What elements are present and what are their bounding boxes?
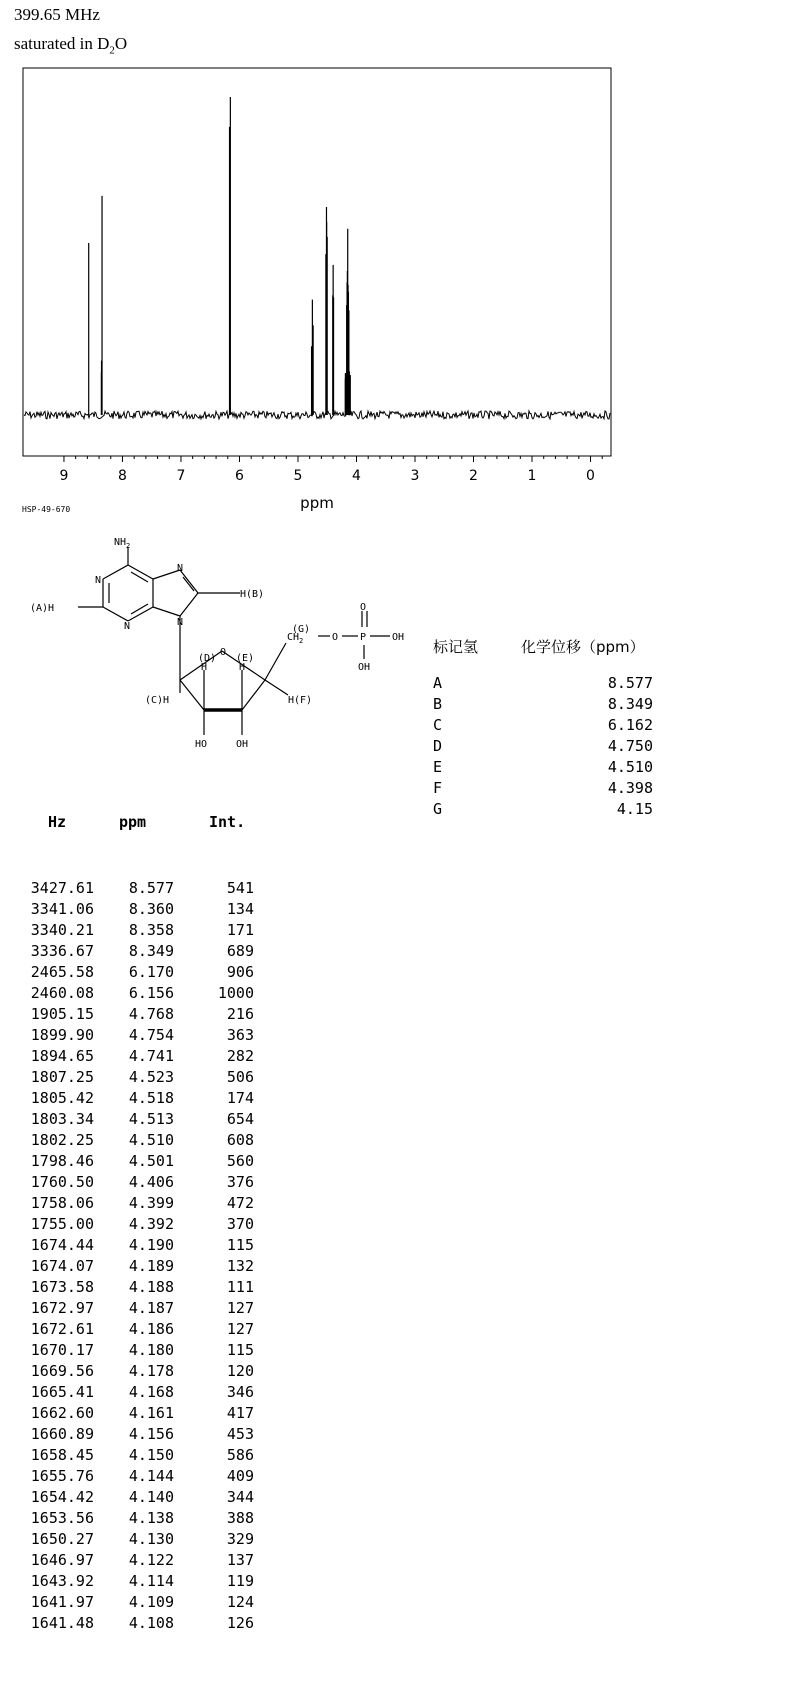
solvent-subscript: 2 — [109, 44, 115, 57]
x-tick-label: 7 — [176, 468, 186, 484]
assignment-ppm: 4.750 — [607, 737, 653, 755]
int-cell: 388 — [226, 1509, 254, 1527]
ppm-cell: 4.138 — [128, 1509, 174, 1527]
hz-cell: 1650.27 — [30, 1530, 94, 1548]
int-cell: 134 — [226, 900, 254, 918]
hz-cell: 1798.46 — [30, 1152, 94, 1170]
assignment-ppm: 6.162 — [607, 716, 653, 734]
phosphoryl-oxygen-label: O — [360, 602, 367, 613]
d-h-label: H — [201, 662, 208, 673]
int-cell: 346 — [226, 1383, 254, 1401]
ppm-cell: 4.161 — [128, 1404, 174, 1422]
nmr-spectrum-chart — [0, 0, 794, 520]
hz-cell: 1662.60 — [30, 1404, 94, 1422]
hz-cell: 1655.76 — [30, 1467, 94, 1485]
int-cell: 119 — [226, 1572, 254, 1590]
int-cell: 608 — [226, 1131, 254, 1149]
int-cell: 363 — [226, 1026, 254, 1044]
plot-frame — [23, 68, 611, 456]
ppm-cell: 4.518 — [128, 1089, 174, 1107]
ho1-label: HO — [195, 739, 208, 750]
hz-cell: 1807.25 — [30, 1068, 94, 1086]
ch2-label: $CH_2$ — [287, 632, 304, 645]
hz-cell: 1802.25 — [30, 1131, 94, 1149]
assignment-ppm: 8.577 — [607, 674, 653, 692]
int-cell: 560 — [226, 1152, 254, 1170]
assignment-label: G — [433, 800, 443, 818]
x-tick-label: 1 — [527, 468, 537, 484]
ppm-cell: 4.109 — [128, 1593, 174, 1611]
ppm-cell: 4.108 — [128, 1614, 174, 1632]
nh2-label: $NH_2$ — [114, 537, 131, 550]
hz-cell: 3341.06 — [30, 900, 94, 918]
ppm-cell: 8.360 — [128, 900, 174, 918]
int-cell: 120 — [226, 1362, 254, 1380]
ppm-cell: 4.513 — [128, 1110, 174, 1128]
int-cell: 111 — [226, 1278, 254, 1296]
hz-cell: 1669.56 — [30, 1362, 94, 1380]
ppm-cell: 4.168 — [128, 1383, 174, 1401]
hz-cell: 1760.50 — [30, 1173, 94, 1191]
assignment-ppm: 8.349 — [607, 695, 653, 713]
int-cell: 906 — [226, 963, 254, 981]
ester-oxygen-label: O — [332, 632, 339, 643]
hz-cell: 1674.44 — [30, 1236, 94, 1254]
spectrum-trace — [24, 97, 610, 419]
ppm-cell: 4.186 — [128, 1320, 174, 1338]
ppm-cell: 4.178 — [128, 1362, 174, 1380]
int-cell: 376 — [226, 1173, 254, 1191]
ppm-cell: 4.144 — [128, 1467, 174, 1485]
int-cell: 171 — [226, 921, 254, 939]
phosphorus-label: P — [360, 632, 367, 643]
ppm-cell: 4.399 — [128, 1194, 174, 1212]
ppm-cell: 4.156 — [128, 1425, 174, 1443]
x-axis — [59, 456, 602, 484]
int-cell: 137 — [226, 1551, 254, 1569]
int-cell: 216 — [226, 1005, 254, 1023]
ppm-cell: 8.358 — [128, 921, 174, 939]
hz-cell: 1641.97 — [30, 1593, 94, 1611]
int-cell: 541 — [226, 879, 254, 897]
p-hydroxyl2-label: OH — [358, 662, 371, 673]
assignment-label: E — [433, 758, 443, 776]
ppm-cell: 6.156 — [128, 984, 174, 1002]
ppm-cell: 4.190 — [128, 1236, 174, 1254]
int-cell: 115 — [226, 1236, 254, 1254]
hz-cell: 1894.65 — [30, 1047, 94, 1065]
ppm-cell: 8.577 — [128, 879, 174, 897]
e-label: (E) — [236, 653, 255, 664]
ring-oxygen-label: O — [220, 647, 227, 658]
x-axis-label: ppm — [300, 494, 334, 512]
solvent-prefix: saturated in D — [14, 34, 110, 53]
ppm-cell: 4.741 — [128, 1047, 174, 1065]
ppm-cell: 4.501 — [128, 1152, 174, 1170]
e-h-label: H — [239, 662, 246, 673]
assignment-label: C — [433, 716, 443, 734]
int-cell: 654 — [226, 1110, 254, 1128]
hc-label: (C)H — [145, 695, 170, 706]
assignment-label: F — [433, 779, 443, 797]
adenosine-monophosphate-structure — [0, 525, 443, 810]
hz-cell: 3340.21 — [30, 921, 94, 939]
spectrum-code: HSP-49-670 — [22, 505, 71, 514]
int-cell: 409 — [226, 1467, 254, 1485]
assignment-label: D — [433, 737, 443, 755]
int-cell: 586 — [226, 1446, 254, 1464]
n7-label: N — [177, 563, 184, 574]
ppm-cell: 4.180 — [128, 1341, 174, 1359]
int-cell: 1000 — [217, 984, 254, 1002]
x-tick-label: 5 — [293, 468, 303, 484]
ppm-cell: 4.187 — [128, 1299, 174, 1317]
hz-cell: 1643.92 — [30, 1572, 94, 1590]
structure-bonds — [78, 547, 390, 735]
ppm-cell: 6.170 — [128, 963, 174, 981]
hz-cell: 2465.58 — [30, 963, 94, 981]
ppm-cell: 4.189 — [128, 1257, 174, 1275]
x-tick-label: 3 — [410, 468, 420, 484]
int-cell: 506 — [226, 1068, 254, 1086]
n1-label: N — [95, 575, 102, 586]
hz-cell: 2460.08 — [30, 984, 94, 1002]
int-cell: 126 — [226, 1614, 254, 1632]
ppm-cell: 4.523 — [128, 1068, 174, 1086]
ppm-cell: 4.130 — [128, 1530, 174, 1548]
hz-cell: 1674.07 — [30, 1257, 94, 1275]
assignment-ppm: 4.510 — [607, 758, 653, 776]
hz-cell: 1672.61 — [30, 1320, 94, 1338]
ho2-label: OH — [236, 739, 249, 750]
hz-cell: 1658.45 — [30, 1446, 94, 1464]
ha-label: (A)H — [30, 603, 55, 614]
ppm-cell: 4.406 — [128, 1173, 174, 1191]
int-cell: 344 — [226, 1488, 254, 1506]
hz-cell: 3336.67 — [30, 942, 94, 960]
solvent-suffix: O — [114, 34, 128, 53]
hz-cell: 1646.97 — [30, 1551, 94, 1569]
ppm-cell: 4.768 — [128, 1005, 174, 1023]
x-tick-label: 2 — [469, 468, 478, 484]
x-tick-label: 8 — [118, 468, 127, 484]
x-tick-label: 9 — [59, 468, 69, 484]
assignment-col2-header: 化学位移（ppm） — [521, 638, 645, 656]
hz-cell: 1899.90 — [30, 1026, 94, 1044]
int-cell: 174 — [226, 1089, 254, 1107]
ppm-cell: 4.392 — [128, 1215, 174, 1233]
g-label: (G) — [292, 624, 311, 635]
d-label: (D) — [198, 653, 217, 664]
x-tick-label: 4 — [352, 468, 361, 484]
ppm-cell: 8.349 — [128, 942, 174, 960]
hz-cell: 1673.58 — [30, 1278, 94, 1296]
assignment-ppm: 4.398 — [607, 779, 653, 797]
spectrum-baseline — [24, 411, 610, 419]
hf-label: H(F) — [288, 695, 313, 706]
hz-cell: 1641.48 — [30, 1614, 94, 1632]
int-cell: 472 — [226, 1194, 254, 1212]
n9-label: N — [177, 617, 184, 628]
hz-cell: 1905.15 — [30, 1005, 94, 1023]
hz-cell: 1665.41 — [30, 1383, 94, 1401]
int-cell: 115 — [226, 1341, 254, 1359]
hz-cell: 1672.97 — [30, 1299, 94, 1317]
ppm-cell: 4.114 — [128, 1572, 174, 1590]
p-hydroxyl-label: OH — [392, 632, 405, 643]
ppm-cell: 4.140 — [128, 1488, 174, 1506]
hz-cell: 3427.61 — [30, 879, 94, 897]
hz-cell: 1755.00 — [30, 1215, 94, 1233]
hz-cell: 1653.56 — [30, 1509, 94, 1527]
peak-table-header-int: Int. — [209, 813, 246, 831]
assignment-ppm: 4.15 — [616, 800, 653, 818]
int-cell: 417 — [226, 1404, 254, 1422]
hz-cell: 1660.89 — [30, 1425, 94, 1443]
ppm-cell: 4.510 — [128, 1131, 174, 1149]
x-tick-label: 0 — [586, 468, 595, 484]
assignment-label: A — [433, 674, 443, 692]
int-cell: 132 — [226, 1257, 254, 1275]
hz-cell: 1758.06 — [30, 1194, 94, 1212]
hz-cell: 1670.17 — [30, 1341, 94, 1359]
int-cell: 453 — [226, 1425, 254, 1443]
hz-cell: 1805.42 — [30, 1089, 94, 1107]
int-cell: 370 — [226, 1215, 254, 1233]
assignment-col1-header: 标记氢 — [433, 638, 479, 656]
hb-label: H(B) — [240, 589, 265, 600]
n3-label: N — [124, 621, 131, 632]
spectrometer-frequency: 399.65 MHz — [14, 5, 100, 24]
ppm-cell: 4.188 — [128, 1278, 174, 1296]
x-tick-label: 6 — [235, 468, 244, 484]
assignment-label: B — [433, 695, 443, 713]
int-cell: 329 — [226, 1530, 254, 1548]
peak-table-header-ppm: ppm — [119, 813, 147, 831]
ppm-cell: 4.150 — [128, 1446, 174, 1464]
int-cell: 127 — [226, 1299, 254, 1317]
int-cell: 124 — [226, 1593, 254, 1611]
peak-table-header-hz: Hz — [48, 813, 67, 831]
int-cell: 282 — [226, 1047, 254, 1065]
int-cell: 689 — [226, 942, 254, 960]
ppm-cell: 4.754 — [128, 1026, 174, 1044]
hz-cell: 1654.42 — [30, 1488, 94, 1506]
ppm-cell: 4.122 — [128, 1551, 174, 1569]
hz-cell: 1803.34 — [30, 1110, 94, 1128]
int-cell: 127 — [226, 1320, 254, 1338]
